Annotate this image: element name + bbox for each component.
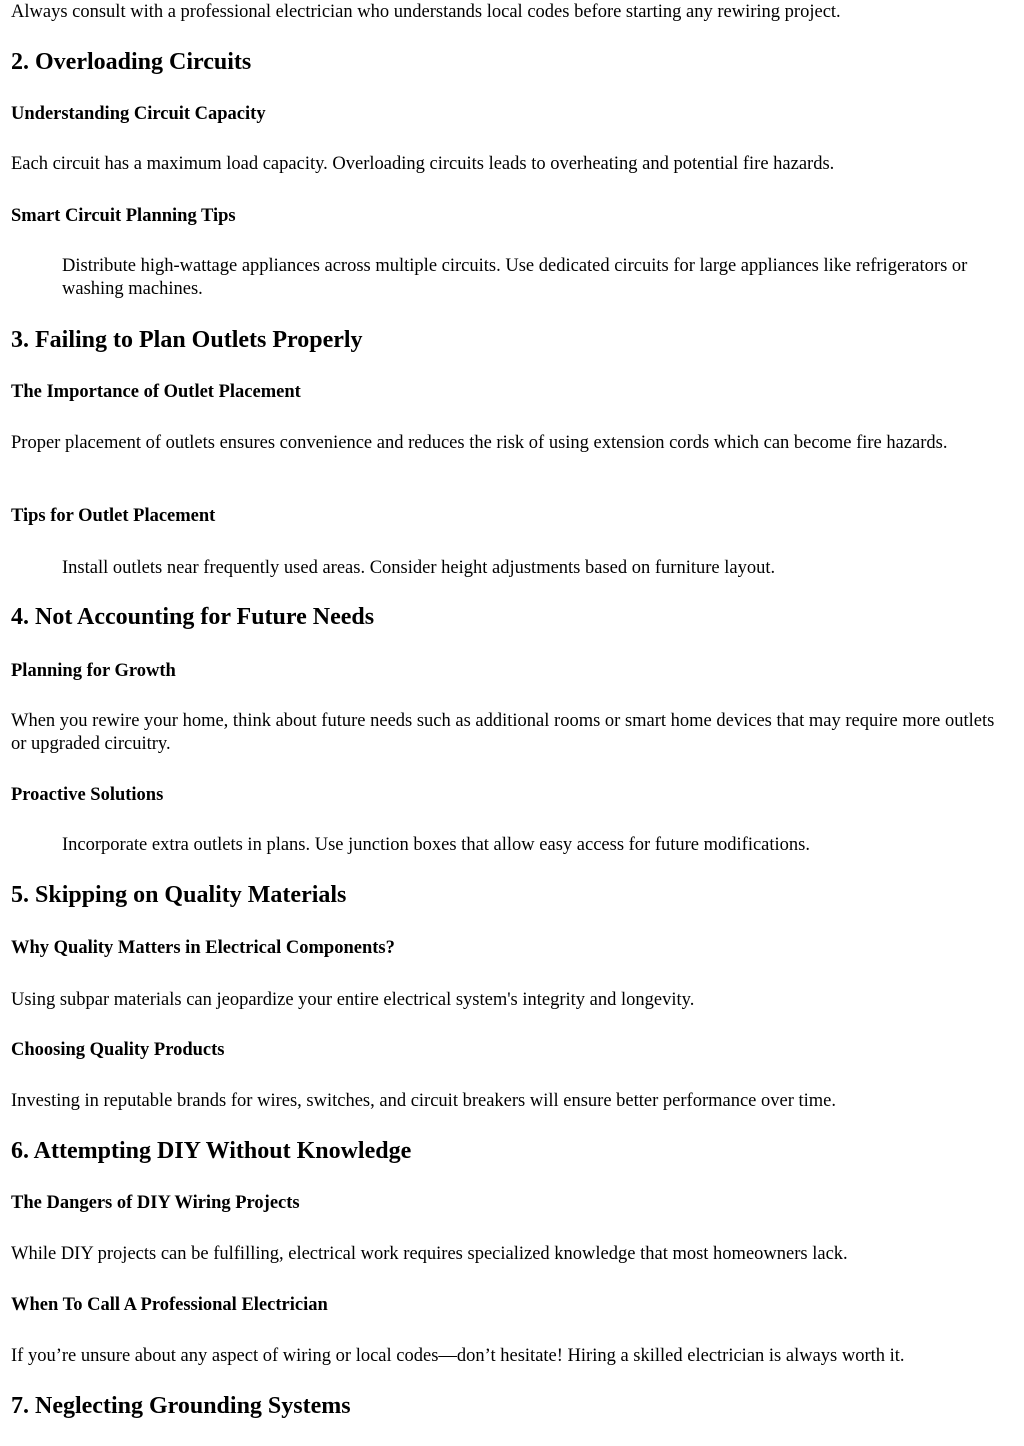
subheading-planning-for-growth: Planning for Growth — [11, 661, 176, 681]
blockquote-circuit-planning-tips: Distribute high-wattage appliances across multiple circuits. Use dedicated circuits for large appliances like refrigerators or washing machines. — [62, 256, 968, 299]
subheading-outlet-placement-importance: The Importance of Outlet Placement — [11, 382, 301, 402]
blockquote-outlet-placement-tips: Install outlets near frequently used areas. Consider height adjustments based on furniture layout. — [62, 558, 776, 578]
paragraph-choosing-quality-products: Investing in reputable brands for wires, switches, and circuit breakers will ensure better performance over time. — [11, 1091, 837, 1111]
paragraph-planning-for-growth: When you rewire your home, think about future needs such as additional rooms or smart home devices that may require more outlets or upgraded circuitry. — [11, 711, 995, 754]
paragraph-call-professional: If you’re unsure about any aspect of wiring or local codes—don’t hesitate! Hiring a skilled electrician is always worth it. — [11, 1346, 905, 1366]
section-heading-grounding-systems: 7. Neglecting Grounding Systems — [11, 1393, 351, 1419]
subheading-dangers-of-diy: The Dangers of DIY Wiring Projects — [11, 1193, 300, 1213]
blockquote-proactive-solutions: Incorporate extra outlets in plans. Use junction boxes that allow easy access for future modifications. — [62, 835, 810, 855]
section-heading-future-needs: 4. Not Accounting for Future Needs — [11, 604, 375, 630]
section-heading-overloading-circuits: 2. Overloading Circuits — [11, 49, 252, 75]
intro-paragraph: Always consult with a professional electrician who understands local codes before starting any rewiring project. — [11, 2, 841, 22]
paragraph-outlet-placement: Proper placement of outlets ensures convenience and reduces the risk of using extension cords which can become fire hazards. — [11, 433, 948, 453]
subheading-call-professional: When To Call A Professional Electrician — [11, 1295, 328, 1315]
paragraph-circuit-capacity: Each circuit has a maximum load capacity. Overloading circuits leads to overheating and potential fire hazards. — [11, 154, 835, 174]
subheading-circuit-capacity: Understanding Circuit Capacity — [11, 104, 266, 124]
subheading-choosing-quality-products: Choosing Quality Products — [11, 1040, 225, 1060]
subheading-circuit-planning-tips: Smart Circuit Planning Tips — [11, 206, 236, 226]
paragraph-dangers-of-diy: While DIY projects can be fulfilling, electrical work requires specialized knowledge that most homeowners lack. — [11, 1244, 848, 1264]
subheading-outlet-placement-tips: Tips for Outlet Placement — [11, 506, 216, 526]
subheading-why-quality-matters: Why Quality Matters in Electrical Components? — [11, 938, 395, 958]
paragraph-why-quality-matters: Using subpar materials can jeopardize your entire electrical system's integrity and longevity. — [11, 990, 695, 1010]
section-heading-outlets: 3. Failing to Plan Outlets Properly — [11, 327, 363, 353]
section-heading-diy: 6. Attempting DIY Without Knowledge — [11, 1138, 412, 1164]
section-heading-quality-materials: 5. Skipping on Quality Materials — [11, 882, 347, 908]
subheading-proactive-solutions: Proactive Solutions — [11, 785, 164, 805]
